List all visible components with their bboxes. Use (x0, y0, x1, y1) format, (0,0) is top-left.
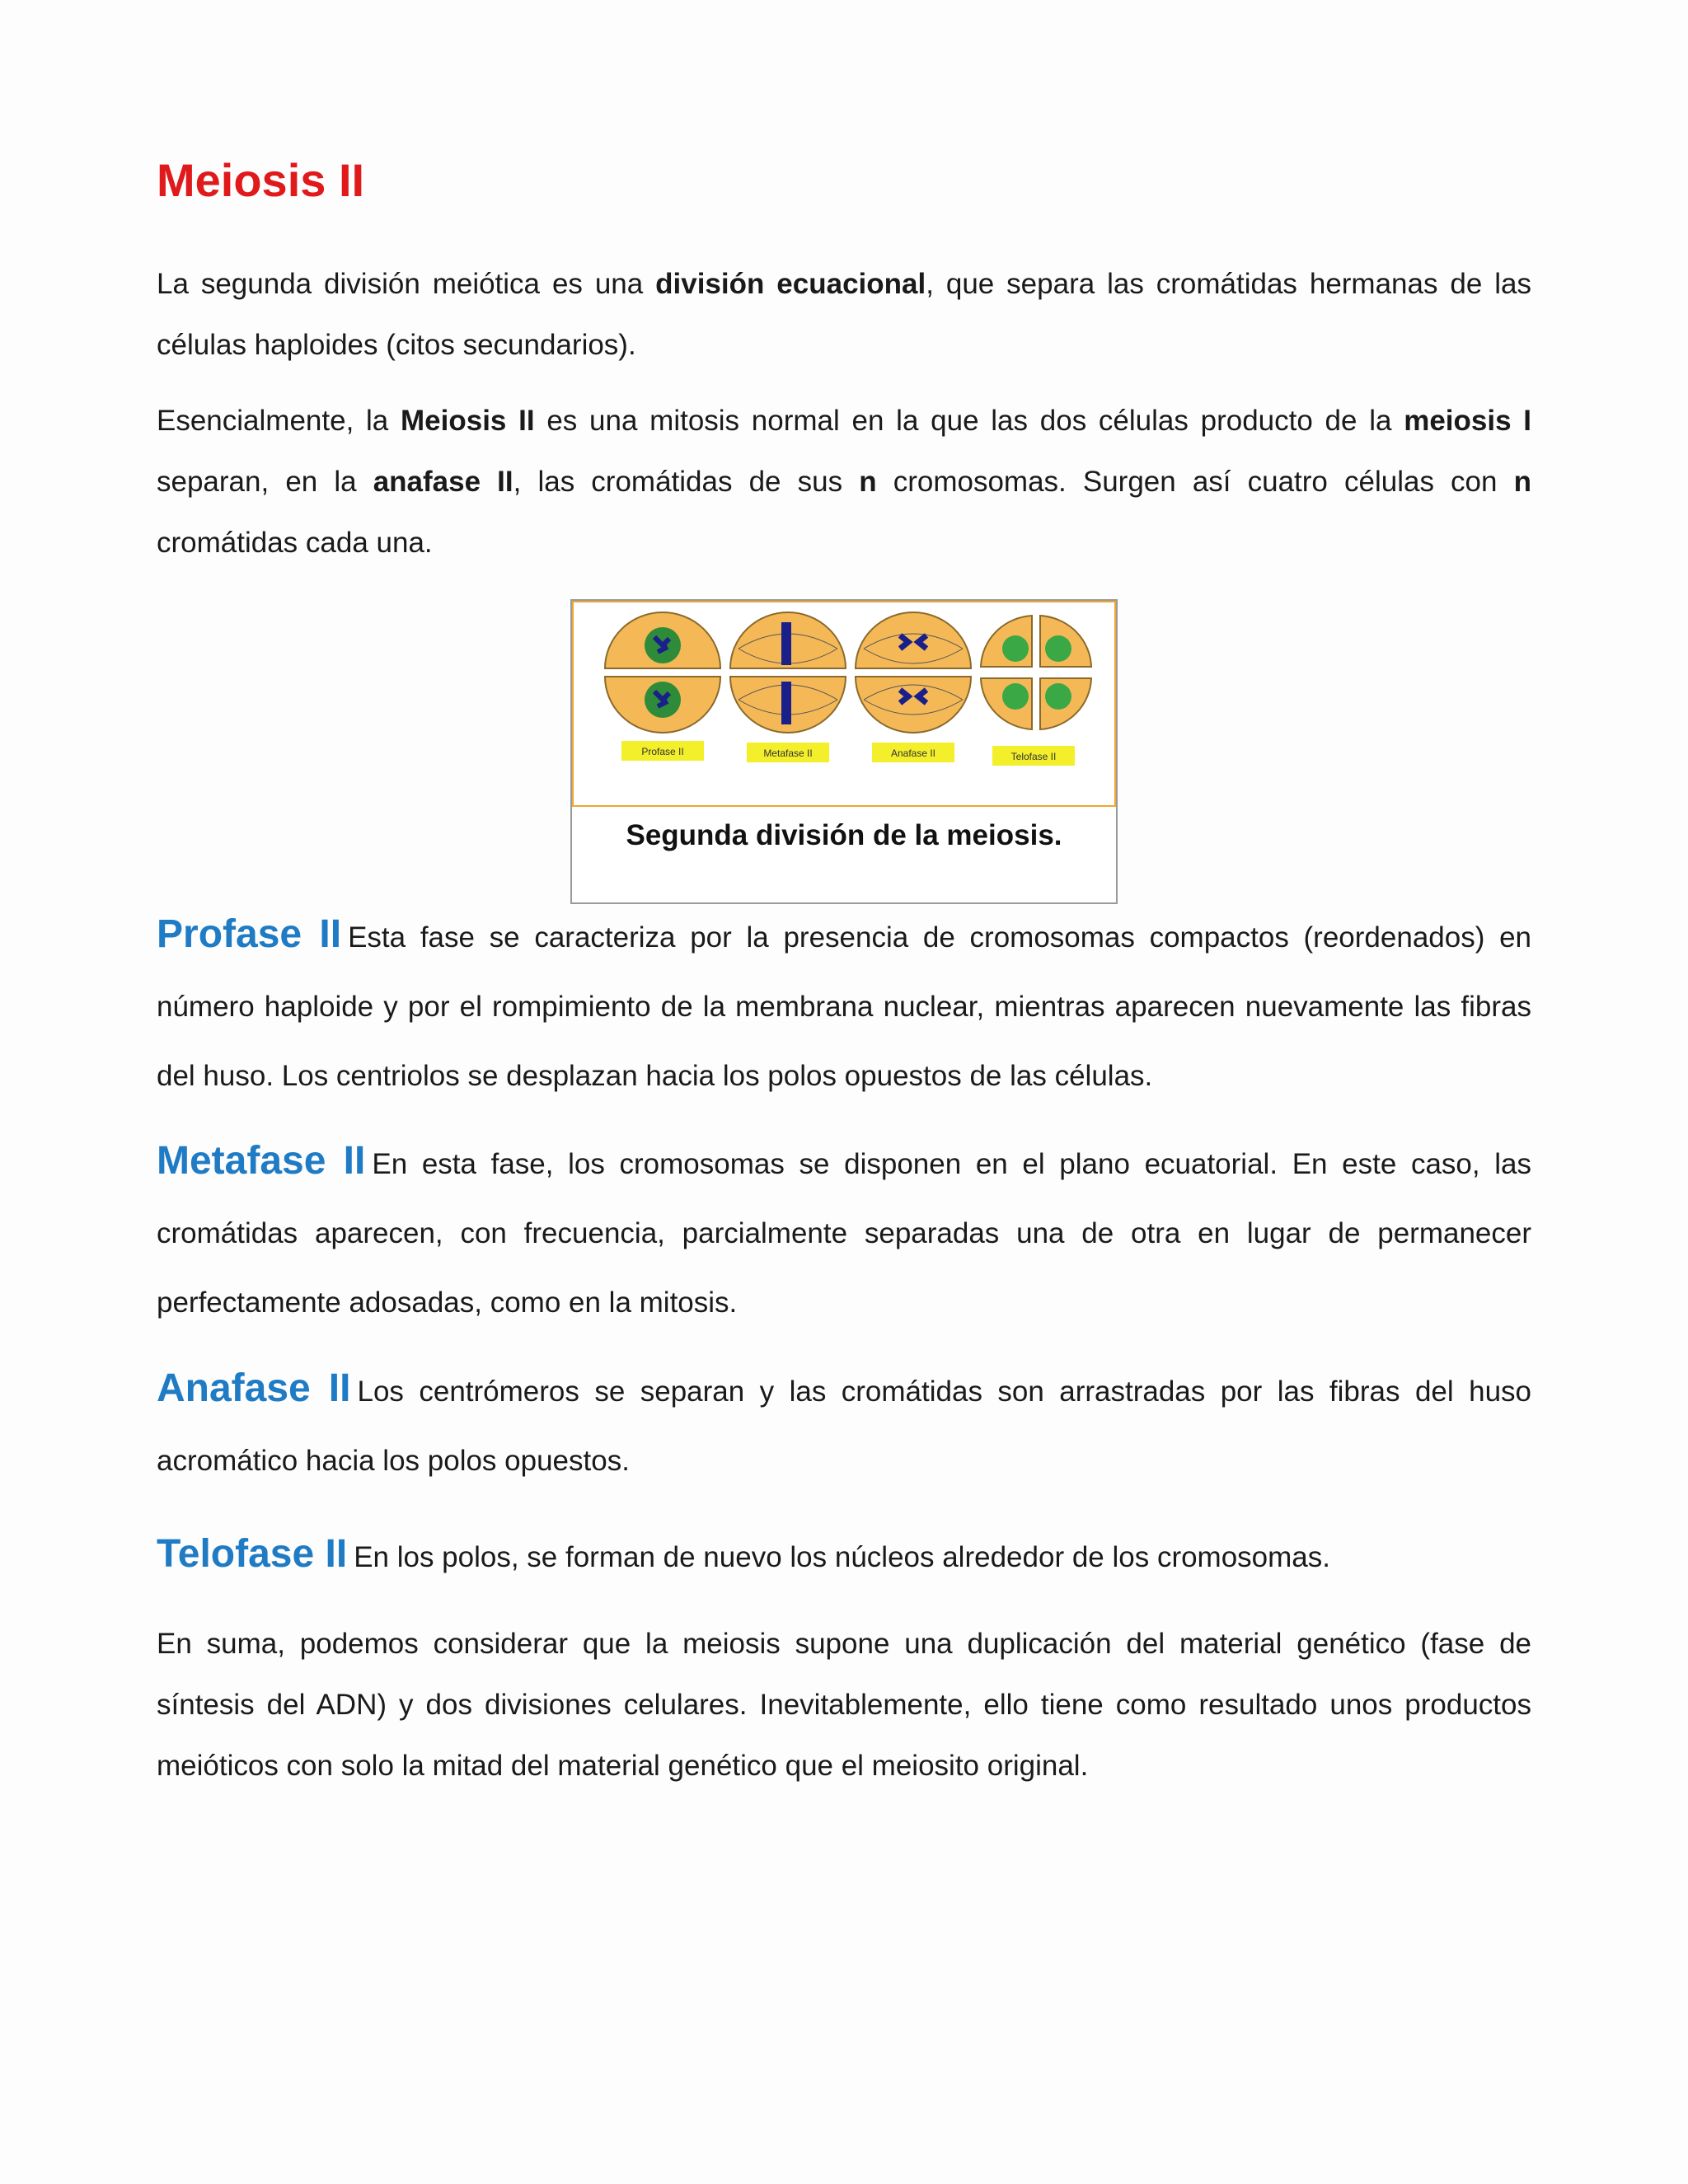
figure-caption: Segunda división de la meiosis. (626, 819, 1062, 851)
text-run: es una mitosis normal en la que las dos células producto de la (534, 405, 1404, 437)
phase-heading: Anafase II (157, 1366, 351, 1410)
text-run: cromosomas. Surgen así cuatro células con (876, 466, 1514, 498)
text-run: cromátidas cada una. (157, 527, 433, 559)
phase-profase (157, 900, 1531, 1111)
phase-text: En esta fase, los cromosomas se disponen en el plano ecuatorial. En este caso, las cromátidas aparecen, con frecuencia, parcialmente separadas una de otra en lugar de permanecer perfectamente adosadas, como en la mitosis. (157, 1148, 1531, 1319)
bold-term: n (859, 466, 877, 498)
meiosis-figure (570, 599, 1118, 904)
text-run: La segunda división meiótica es una (157, 268, 656, 300)
phase-heading: Profase II (157, 912, 342, 956)
phase-heading: Metafase II (157, 1139, 366, 1183)
label-anafase: Anafase II (890, 748, 936, 759)
anafase-cells (856, 612, 971, 733)
phase-text: Esta fase se caracteriza por la presencia de cromosomas compactos (reordenados) en número haploide y por el rompimiento de la membrana nuclear, mientras aparecen nuevamente las fibras del huso. Los centriolos se desplazan hacia los polos opuestos de las células. (157, 921, 1531, 1092)
phase-text: Los centrómeros se separan y las cromátidas son arrastradas por las fibras del huso acromático hacia los polos opuestos. (157, 1376, 1531, 1477)
text-run: separan, en la (157, 466, 373, 498)
text-run: , que separa las cromátidas hermanas de las células haploides (citos secundarios). (157, 268, 1531, 361)
profase-cells (605, 612, 720, 733)
text-run: , las cromátidas de sus (513, 466, 860, 498)
phase-metafase (157, 1127, 1531, 1338)
bold-term: Meiosis II (401, 405, 535, 437)
meiosis-diagram-svg (574, 602, 1118, 805)
phase-telofase (157, 1520, 1531, 1592)
bold-term: meiosis I (1404, 405, 1532, 437)
label-metafase: Metafase II (763, 748, 813, 759)
label-profase: Profase II (641, 746, 684, 757)
text-run: Esencialmente, la (157, 405, 401, 437)
essence-paragraph (157, 391, 1531, 574)
page-title: Meiosis II (157, 154, 365, 206)
bold-term: n (1513, 466, 1531, 498)
bold-term: división ecuacional (655, 268, 926, 300)
phase-heading: Telofase II (157, 1532, 348, 1576)
metafase-cells (730, 612, 846, 733)
closing-paragraph: En suma, podemos considerar que la meiosis supone una duplicación del material genético (fase de síntesis del ADN) y dos divisiones celulares. Inevitablemente, ello tiene como resultado unos productos meióticos con solo la mitad del material genético que el meiosito original. (157, 1628, 1531, 1782)
telofase-cells (981, 616, 1091, 729)
label-telofase: Telofase II (1010, 751, 1057, 762)
intro-paragraph (157, 254, 1531, 376)
meiosis-diagram-image (572, 601, 1116, 807)
phase-anafase (157, 1354, 1531, 1496)
bold-term: anafase II (373, 466, 513, 498)
phase-text: En los polos, se forman de nuevo los núcleos alrededor de los cromosomas. (354, 1541, 1330, 1573)
